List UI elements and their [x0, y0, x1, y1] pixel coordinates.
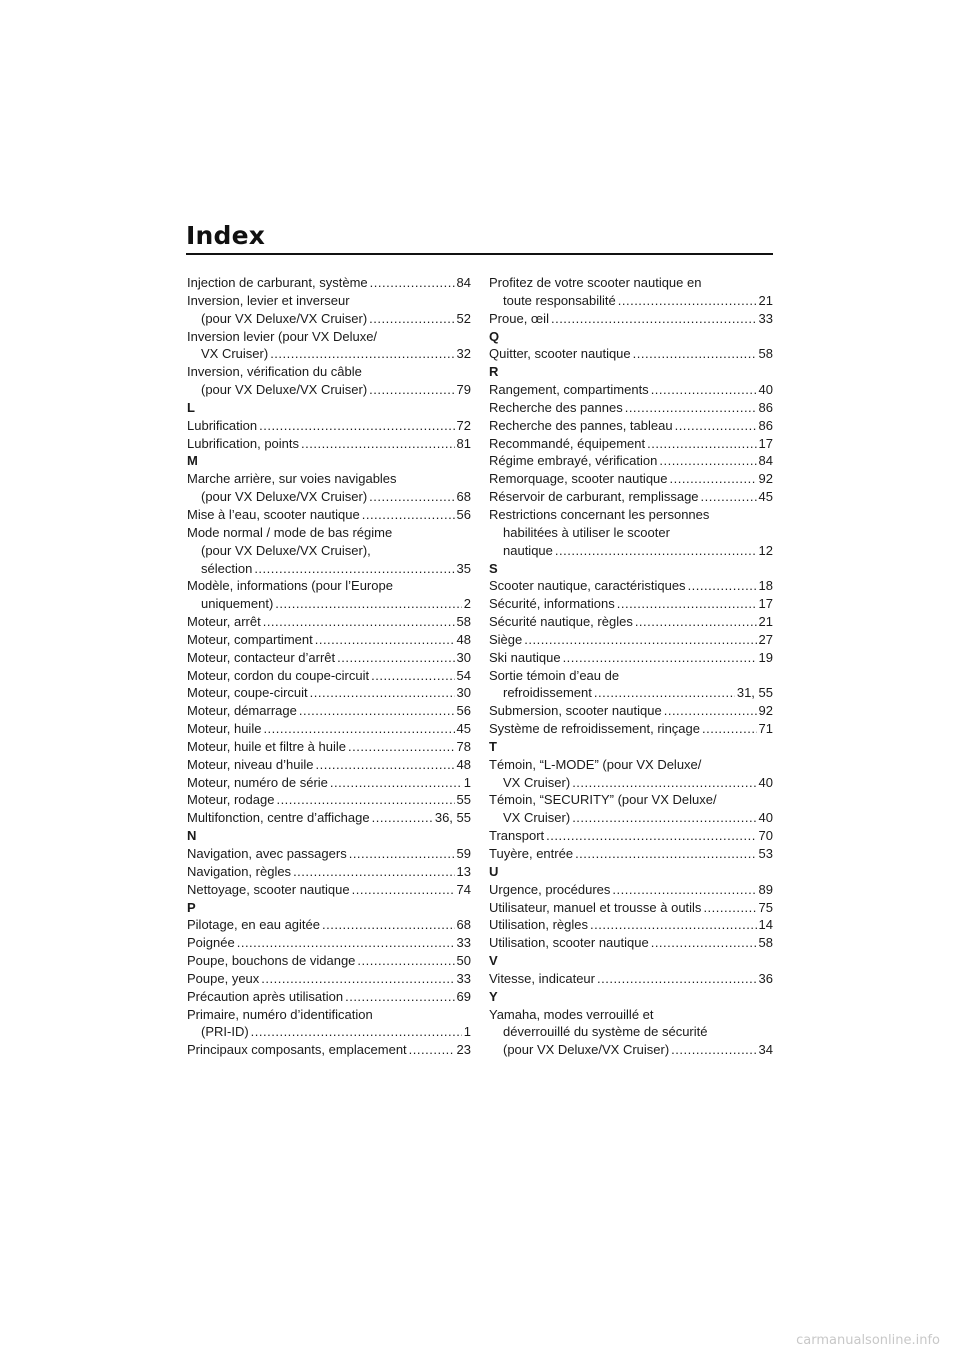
dot-leader [301, 435, 455, 453]
entry-text: Pilotage, en eau agitée [187, 917, 320, 933]
entry-text: Restrictions concernant les personnes [489, 506, 710, 522]
entry-text: Inversion, vérification du câble [187, 364, 362, 380]
page-number: 34 [758, 1042, 773, 1058]
index-entry [187, 363, 471, 399]
dot-leader [293, 863, 454, 881]
index-entry [489, 916, 773, 934]
index-entry [489, 667, 773, 703]
index-entry [187, 720, 471, 738]
page-number: 55 [456, 792, 471, 808]
entry-text: Précaution après utilisation [187, 988, 344, 1004]
entry-text: uniquement) [201, 596, 274, 612]
entry-text: Réservoir de carburant, remplissage [489, 489, 699, 505]
index-entry [187, 524, 471, 578]
entry-text: habilitées à utiliser le scooter [503, 524, 670, 540]
page-number: 56 [456, 506, 471, 522]
entry-text: Quitter, scooter nautique [489, 346, 631, 362]
page-number: 40 [758, 382, 773, 398]
index-column-left [187, 274, 471, 1059]
index-entry [489, 506, 773, 560]
page-number: 58 [758, 935, 773, 951]
page-number: 59 [456, 846, 471, 861]
entry-text: Navigation, avec passagers [187, 846, 347, 861]
index-entry [489, 577, 773, 595]
dot-leader [590, 916, 757, 934]
index-entry [489, 881, 773, 899]
entry-text: Poupe, yeux [187, 970, 260, 986]
entry-text: Scooter nautique, caractéristiques [489, 578, 686, 594]
entry-text: VX Cruiser) [503, 810, 571, 826]
index-entry [489, 1006, 773, 1060]
entry-text: Rangement, compartiments [489, 382, 649, 398]
page-number: 30 [456, 649, 471, 665]
entry-text: Utilisateur, manuel et trousse à outils [489, 899, 702, 915]
index-entry [489, 756, 773, 792]
page-number: 1 [463, 1024, 471, 1040]
entry-text: VX Cruiser) [503, 774, 571, 790]
entry-text: Modèle, informations (pour l’Europe [187, 578, 393, 594]
entry-text: Injection de carburant, système [187, 275, 368, 290]
entry-text: Recherche des pannes [489, 399, 623, 415]
entry-text: Moteur, cordon du coupe-circuit [187, 667, 370, 683]
page-number: 81 [456, 435, 471, 451]
index-entry [187, 577, 471, 613]
entry-text: Recherche des pannes, tableau [489, 417, 673, 433]
section-letter: N [187, 828, 197, 844]
watermark: carmanualsonline.info [796, 1333, 940, 1348]
entry-text: Utilisation, scooter nautique [489, 935, 649, 951]
page-title: Index [186, 221, 266, 250]
dot-leader [563, 649, 757, 667]
entry-text: Sortie témoin d’eau de [489, 667, 620, 683]
section-letter: T [489, 738, 497, 754]
page-number: 52 [456, 310, 471, 326]
entry-text: Système de refroidissement, rinçage [489, 721, 700, 737]
entry-text: sélection [201, 560, 253, 576]
page-number: 36, 55 [434, 810, 471, 826]
index-entry [187, 613, 471, 631]
entry-text: Remorquage, scooter nautique [489, 471, 668, 487]
dot-leader [555, 542, 757, 560]
entry-text: (PRI-ID) [201, 1024, 249, 1040]
dot-leader [675, 417, 757, 435]
dot-leader [625, 399, 757, 417]
index-entry [187, 756, 471, 774]
dot-leader [702, 720, 757, 738]
entry-text: Navigation, règles [187, 863, 292, 879]
page-number: 1 [463, 774, 471, 790]
dot-leader [659, 452, 756, 470]
dot-leader [348, 738, 455, 756]
page-number: 75 [758, 899, 773, 915]
index-entry [489, 649, 773, 667]
dot-leader [670, 470, 757, 488]
entry-text: Poupe, bouchons de vidange [187, 953, 356, 969]
page-number: 92 [758, 471, 773, 487]
entry-text: Sécurité, informations [489, 596, 615, 612]
index-entry [187, 470, 471, 506]
index-entry [489, 310, 773, 328]
entry-text: Témoin, “L-MODE” (pour VX Deluxe/ [489, 756, 702, 772]
index-entry [489, 970, 773, 988]
page-number: 35 [456, 560, 471, 576]
index-entry [187, 791, 471, 809]
index-entry [489, 470, 773, 488]
index-entry [187, 1006, 471, 1042]
entry-text: Marche arrière, sur voies navigables [187, 471, 397, 487]
entry-text: Moteur, coupe-circuit [187, 685, 308, 701]
section-letter: Q [489, 328, 500, 344]
entry-text: (pour VX Deluxe/VX Cruiser) [201, 382, 368, 398]
entry-text: (pour VX Deluxe/VX Cruiser) [503, 1042, 670, 1058]
entry-text: Mise à l’eau, scooter nautique [187, 506, 360, 522]
dot-leader [617, 595, 757, 613]
index-column-right [489, 274, 773, 1059]
dot-leader [651, 381, 757, 399]
page-number: 54 [456, 667, 471, 683]
dot-leader [635, 613, 757, 631]
page-number: 86 [758, 399, 773, 415]
dot-leader [664, 702, 757, 720]
page-number: 50 [456, 953, 471, 969]
page-number: 68 [456, 489, 471, 505]
dot-leader [651, 934, 757, 952]
entry-text: Recommandé, équipement [489, 435, 646, 451]
dot-leader [370, 274, 455, 292]
section-letter: L [187, 399, 195, 415]
title-rule [186, 253, 773, 255]
page-number: 21 [758, 292, 773, 308]
page-number: 27 [758, 631, 773, 647]
dot-leader [703, 899, 756, 917]
entry-text: Profitez de votre scooter nautique en [489, 275, 702, 290]
dot-leader [330, 774, 462, 792]
index-entry [489, 381, 773, 399]
entry-text: Vitesse, indicateur [489, 970, 595, 986]
entry-text: Moteur, huile [187, 721, 262, 737]
section-letter: M [187, 453, 198, 469]
page-number: 89 [758, 881, 773, 897]
page-number: 45 [758, 489, 773, 505]
page-number: 32 [456, 346, 471, 362]
index-entry [489, 274, 773, 310]
entry-text: Régime embrayé, vérification [489, 453, 658, 469]
page-number: 21 [758, 614, 773, 630]
index-entry [489, 452, 773, 470]
dot-leader [299, 702, 455, 720]
entry-text: Proue, œil [489, 310, 549, 326]
dot-leader [594, 684, 735, 702]
page-number: 40 [758, 774, 773, 790]
index-entry [489, 791, 773, 827]
page-number: 33 [456, 935, 471, 951]
dot-leader [263, 720, 454, 738]
index-entry [489, 934, 773, 952]
dot-leader [259, 417, 454, 435]
page-number: 31, 55 [736, 685, 773, 701]
page-number: 48 [456, 756, 471, 772]
dot-leader [349, 845, 455, 863]
dot-leader [345, 988, 454, 1006]
index-entry [187, 1041, 471, 1059]
dot-leader [575, 845, 756, 863]
page-number: 33 [758, 310, 773, 326]
page-number: 13 [456, 863, 471, 879]
entry-text: Primaire, numéro d’identification [187, 1006, 373, 1022]
section-letter: Y [489, 988, 498, 1004]
index-entry [187, 631, 471, 649]
index-entry [187, 649, 471, 667]
index-entry [489, 417, 773, 435]
section-letter: P [187, 899, 196, 915]
index-entry [187, 881, 471, 899]
page-number: 2 [463, 596, 471, 612]
index-entry [489, 345, 773, 363]
index-entry [489, 845, 773, 863]
dot-leader [701, 488, 757, 506]
page-number: 58 [758, 346, 773, 362]
page-number: 69 [456, 988, 471, 1004]
dot-leader [409, 1041, 455, 1059]
entry-text: Transport [489, 828, 545, 844]
index-entry [489, 399, 773, 417]
page-number: 36 [758, 970, 773, 986]
page-number: 71 [758, 721, 773, 737]
index-entry [489, 702, 773, 720]
dot-leader [322, 916, 455, 934]
page-number: 40 [758, 810, 773, 826]
page-number: 19 [758, 649, 773, 665]
entry-text: nautique [503, 542, 553, 558]
index-entry [489, 488, 773, 506]
page-number: 56 [456, 703, 471, 719]
dot-leader [237, 934, 455, 952]
index-entry [489, 827, 773, 845]
dot-leader [275, 595, 461, 613]
section-letter: U [489, 863, 499, 879]
entry-text: Moteur, rodage [187, 792, 275, 808]
entry-text: (pour VX Deluxe/VX Cruiser) [201, 489, 368, 505]
index-entry [187, 292, 471, 328]
index-entry [187, 988, 471, 1006]
index-entry [187, 702, 471, 720]
dot-leader [688, 577, 757, 595]
entry-text: Inversion, levier et inverseur [187, 292, 350, 308]
entry-text: Moteur, niveau d’huile [187, 756, 314, 772]
dot-leader [276, 791, 454, 809]
dot-leader [270, 345, 454, 363]
entry-text: Sécurité nautique, règles [489, 614, 633, 630]
index-entry [187, 952, 471, 970]
index-entry [489, 613, 773, 631]
index-entry [187, 506, 471, 524]
page-number: 12 [758, 542, 773, 558]
page-number: 86 [758, 417, 773, 433]
page-number: 78 [456, 738, 471, 754]
entry-text: Moteur, contacteur d’arrêt [187, 649, 336, 665]
page-number: 48 [456, 631, 471, 647]
index-entry [187, 738, 471, 756]
index-entry [187, 916, 471, 934]
dot-leader [572, 774, 756, 792]
dot-leader [597, 970, 757, 988]
dot-leader [251, 1023, 462, 1041]
index-entry [187, 417, 471, 435]
page-number: 84 [758, 453, 773, 469]
page-number: 33 [456, 970, 471, 986]
page-number: 17 [758, 596, 773, 612]
dot-leader [369, 381, 454, 399]
dot-leader [572, 809, 756, 827]
dot-leader [315, 756, 454, 774]
dot-leader [546, 827, 756, 845]
page-number: 84 [456, 275, 471, 290]
index-entry [187, 684, 471, 702]
entry-text: (pour VX Deluxe/VX Cruiser) [201, 310, 368, 326]
page-number: 14 [758, 917, 773, 933]
dot-leader [633, 345, 757, 363]
index-entry [187, 845, 471, 863]
entry-text: Tuyère, entrée [489, 846, 574, 861]
section-letter: R [489, 364, 499, 380]
index-entry [489, 720, 773, 738]
page-number: 53 [758, 846, 773, 861]
page-number: 23 [456, 1042, 471, 1058]
page-number: 79 [456, 382, 471, 398]
index-entry [187, 863, 471, 881]
index-entry [187, 934, 471, 952]
section-letter: S [489, 560, 498, 576]
index-entry [187, 435, 471, 453]
entry-text: Moteur, numéro de série [187, 774, 328, 790]
dot-leader [352, 881, 455, 899]
page-number: 70 [758, 828, 773, 844]
entry-text: Principaux composants, emplacement [187, 1042, 407, 1058]
entry-text: Lubrification [187, 417, 258, 433]
entry-text: Siège [489, 631, 523, 647]
section-letter: V [489, 953, 498, 969]
entry-text: Mode normal / mode de bas régime [187, 524, 393, 540]
entry-text: VX Cruiser) [201, 346, 269, 362]
entry-text: Poignée [187, 935, 235, 951]
entry-text: Moteur, démarrage [187, 703, 297, 719]
entry-text: Moteur, arrêt [187, 614, 261, 630]
index-entry [187, 970, 471, 988]
dot-leader [369, 488, 454, 506]
dot-leader [315, 631, 455, 649]
index-entry [489, 899, 773, 917]
entry-text: Lubrification, points [187, 435, 300, 451]
index-entry [489, 631, 773, 649]
entry-text: déverrouillé du système de sécurité [503, 1024, 708, 1040]
entry-text: Nettoyage, scooter nautique [187, 881, 350, 897]
dot-leader [371, 667, 454, 685]
dot-leader [263, 613, 455, 631]
index-entry [187, 667, 471, 685]
entry-text: Inversion levier (pour VX Deluxe/ [187, 328, 378, 344]
page-number: 30 [456, 685, 471, 701]
dot-leader [524, 631, 756, 649]
index-entry [187, 774, 471, 792]
dot-leader [618, 292, 757, 310]
entry-text: Moteur, huile et filtre à huile [187, 738, 346, 754]
index-entry [187, 274, 471, 292]
entry-text: Moteur, compartiment [187, 631, 313, 647]
dot-leader [357, 952, 454, 970]
page-number: 58 [456, 614, 471, 630]
entry-text: toute responsabilité [503, 292, 616, 308]
dot-leader [372, 809, 433, 827]
dot-leader [362, 506, 455, 524]
page-number: 92 [758, 703, 773, 719]
entry-text: (pour VX Deluxe/VX Cruiser), [201, 542, 371, 558]
entry-text: Témoin, “SECURITY” (pour VX Deluxe/ [489, 792, 717, 808]
index-entry [187, 809, 471, 827]
dot-leader [671, 1041, 756, 1059]
page-number: 68 [456, 917, 471, 933]
entry-text: Ski nautique [489, 649, 561, 665]
dot-leader [261, 970, 454, 988]
dot-leader [337, 649, 454, 667]
dot-leader [310, 684, 455, 702]
entry-text: Submersion, scooter nautique [489, 703, 662, 719]
entry-text: Utilisation, règles [489, 917, 588, 933]
page-number: 18 [758, 578, 773, 594]
dot-leader [551, 310, 757, 328]
page-number: 45 [456, 721, 471, 737]
dot-leader [369, 310, 454, 328]
entry-text: refroidissement [503, 685, 592, 701]
entry-text: Multifonction, centre d’affichage [187, 810, 370, 826]
dot-leader [647, 435, 756, 453]
index-entry [489, 595, 773, 613]
page-number: 72 [456, 417, 471, 433]
entry-text: Yamaha, modes verrouillé et [489, 1006, 654, 1022]
entry-text: Urgence, procédures [489, 881, 611, 897]
dot-leader [254, 560, 454, 578]
index-entry [489, 435, 773, 453]
page-number: 17 [758, 435, 773, 451]
page-number: 74 [456, 881, 471, 897]
index-entry [187, 328, 471, 364]
dot-leader [612, 881, 756, 899]
